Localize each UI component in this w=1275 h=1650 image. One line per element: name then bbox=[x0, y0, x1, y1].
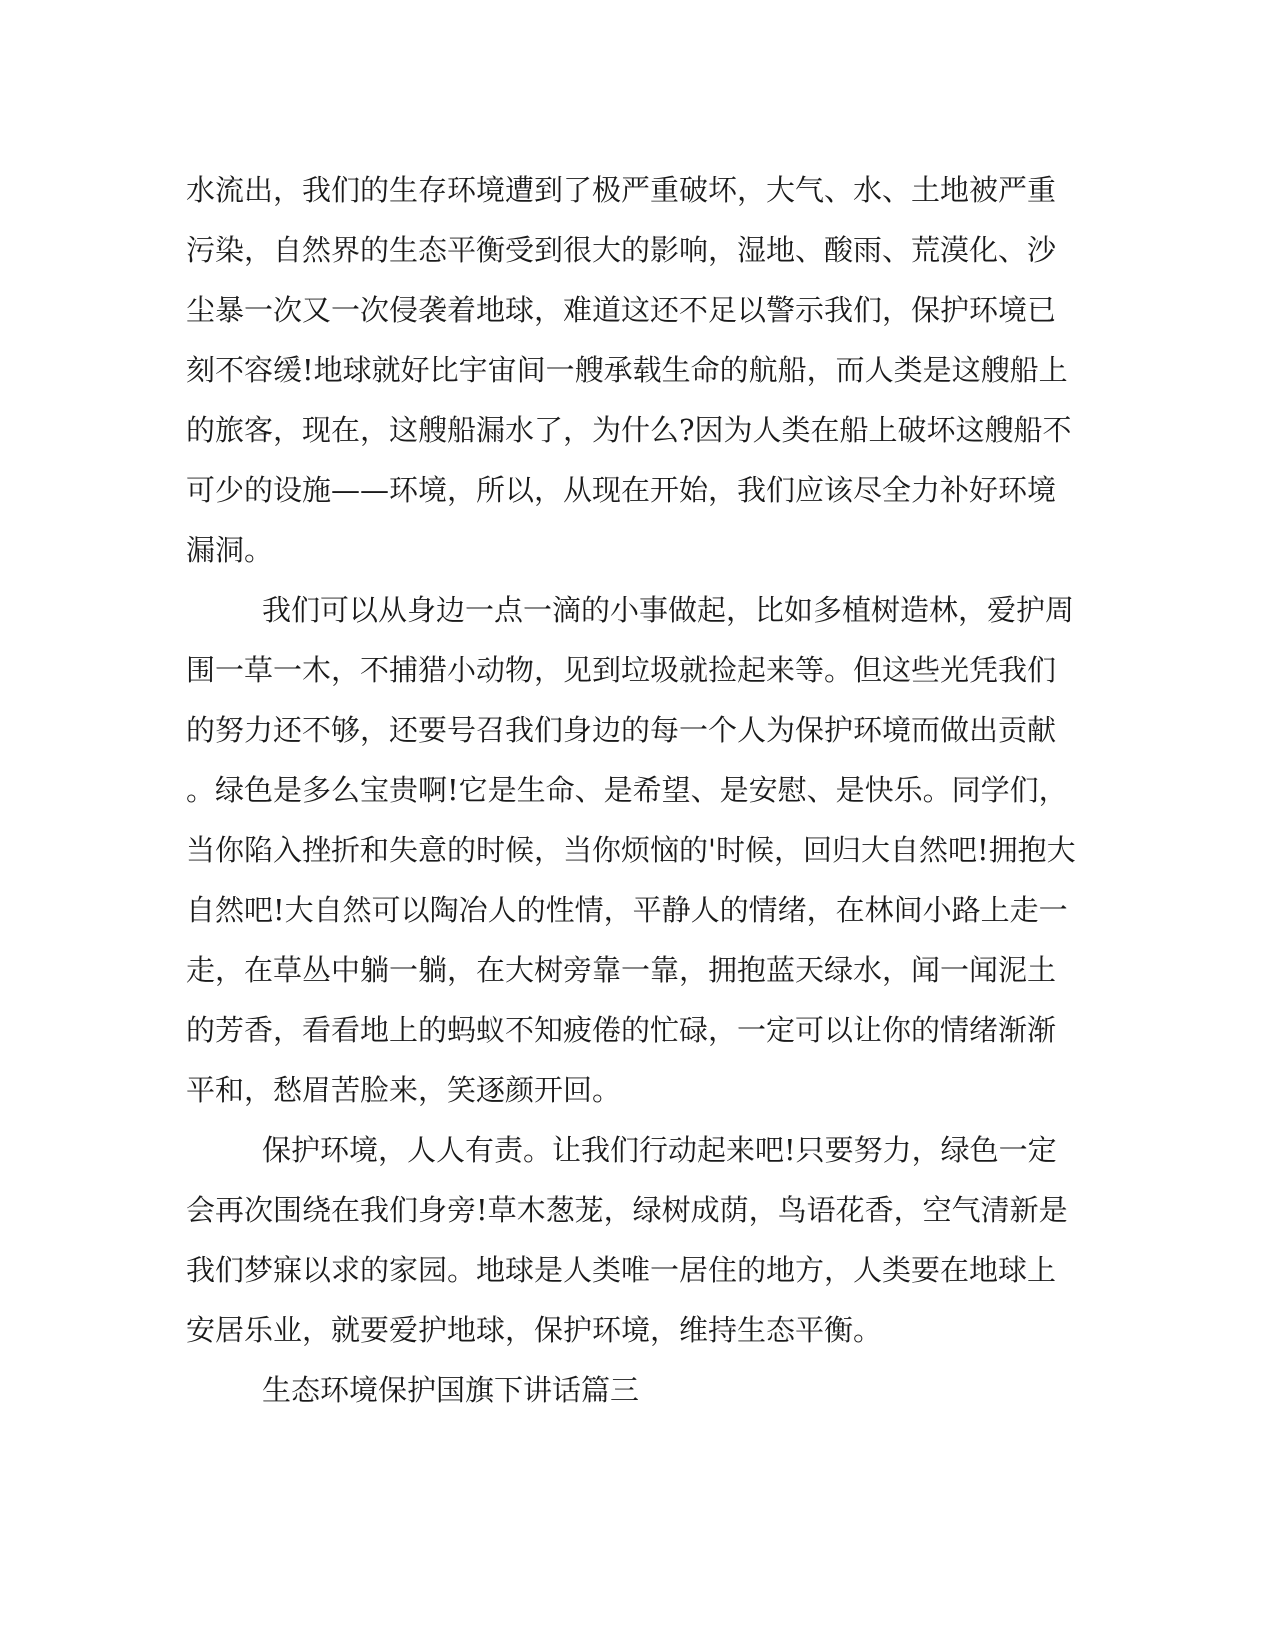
paragraph-line: 污染，自然界的生态平衡受到很大的影响，湿地、酸雨、荒漠化、沙 bbox=[186, 233, 1057, 267]
paragraph-line: 走，在草丛中躺一躺，在大树旁靠一靠，拥抱蓝天绿水，闻一闻泥土 bbox=[186, 953, 1057, 987]
section-heading: 生态环境保护国旗下讲话篇三 bbox=[262, 1373, 640, 1407]
paragraph-line: 漏洞。 bbox=[186, 533, 274, 567]
paragraph-2 bbox=[186, 580, 1076, 1120]
paragraph-line: 我们梦寐以求的家园。地球是人类唯一居住的地方，人类要在地球上 bbox=[186, 1253, 1057, 1287]
paragraph-line: 安居乐业，就要爱护地球，保护环境，维持生态平衡。 bbox=[186, 1313, 883, 1347]
paragraph-line: 会再次围绕在我们身旁!草木葱茏，绿树成荫，鸟语花香，空气清新是 bbox=[186, 1193, 1068, 1227]
paragraph-line: 的旅客，现在，这艘船漏水了，为什么?因为人类在船上破坏这艘船不 bbox=[186, 413, 1072, 447]
paragraph-line: 水流出，我们的生存环境遭到了极严重破坏，大气、水、土地被严重 bbox=[186, 173, 1057, 207]
paragraph-line: 可少的设施——环境，所以，从现在开始，我们应该尽全力补好环境 bbox=[186, 473, 1057, 507]
paragraph-line: 。绿色是多么宝贵啊!它是生命、是希望、是安慰、是快乐。同学们， bbox=[186, 773, 1068, 807]
document-body bbox=[186, 160, 1076, 1420]
paragraph-line: 的芳香，看看地上的蚂蚁不知疲倦的忙碌，一定可以让你的情绪渐渐 bbox=[186, 1013, 1057, 1047]
paragraph-line: 自然吧!大自然可以陶冶人的性情，平静人的情绪，在林间小路上走一 bbox=[186, 893, 1068, 927]
paragraph-1 bbox=[186, 160, 1072, 580]
paragraph-line: 刻不容缓!地球就好比宇宙间一艘承载生命的航船，而人类是这艘船上 bbox=[186, 353, 1068, 387]
paragraph-line: 围一草一木，不捕猎小动物，见到垃圾就捡起来等。但这些光凭我们 bbox=[186, 653, 1057, 687]
paragraph-3 bbox=[186, 1120, 1066, 1360]
paragraph-line: 平和，愁眉苦脸来，笑逐颜开回。 bbox=[186, 1073, 622, 1107]
paragraph-line: 的努力还不够，还要号召我们身边的每一个人为保护环境而做出贡献 bbox=[186, 713, 1057, 747]
paragraph-line: 尘暴一次又一次侵袭着地球，难道这还不足以警示我们，保护环境已 bbox=[186, 293, 1057, 327]
paragraph-line: 当你陷入挫折和失意的时候，当你烦恼的'时候，回归大自然吧!拥抱大 bbox=[186, 833, 1076, 867]
paragraph-line: 保护环境，人人有责。让我们行动起来吧!只要努力，绿色一定 bbox=[262, 1133, 1057, 1167]
paragraph-line: 我们可以从身边一点一滴的小事做起，比如多植树造林，爱护周 bbox=[262, 593, 1075, 627]
